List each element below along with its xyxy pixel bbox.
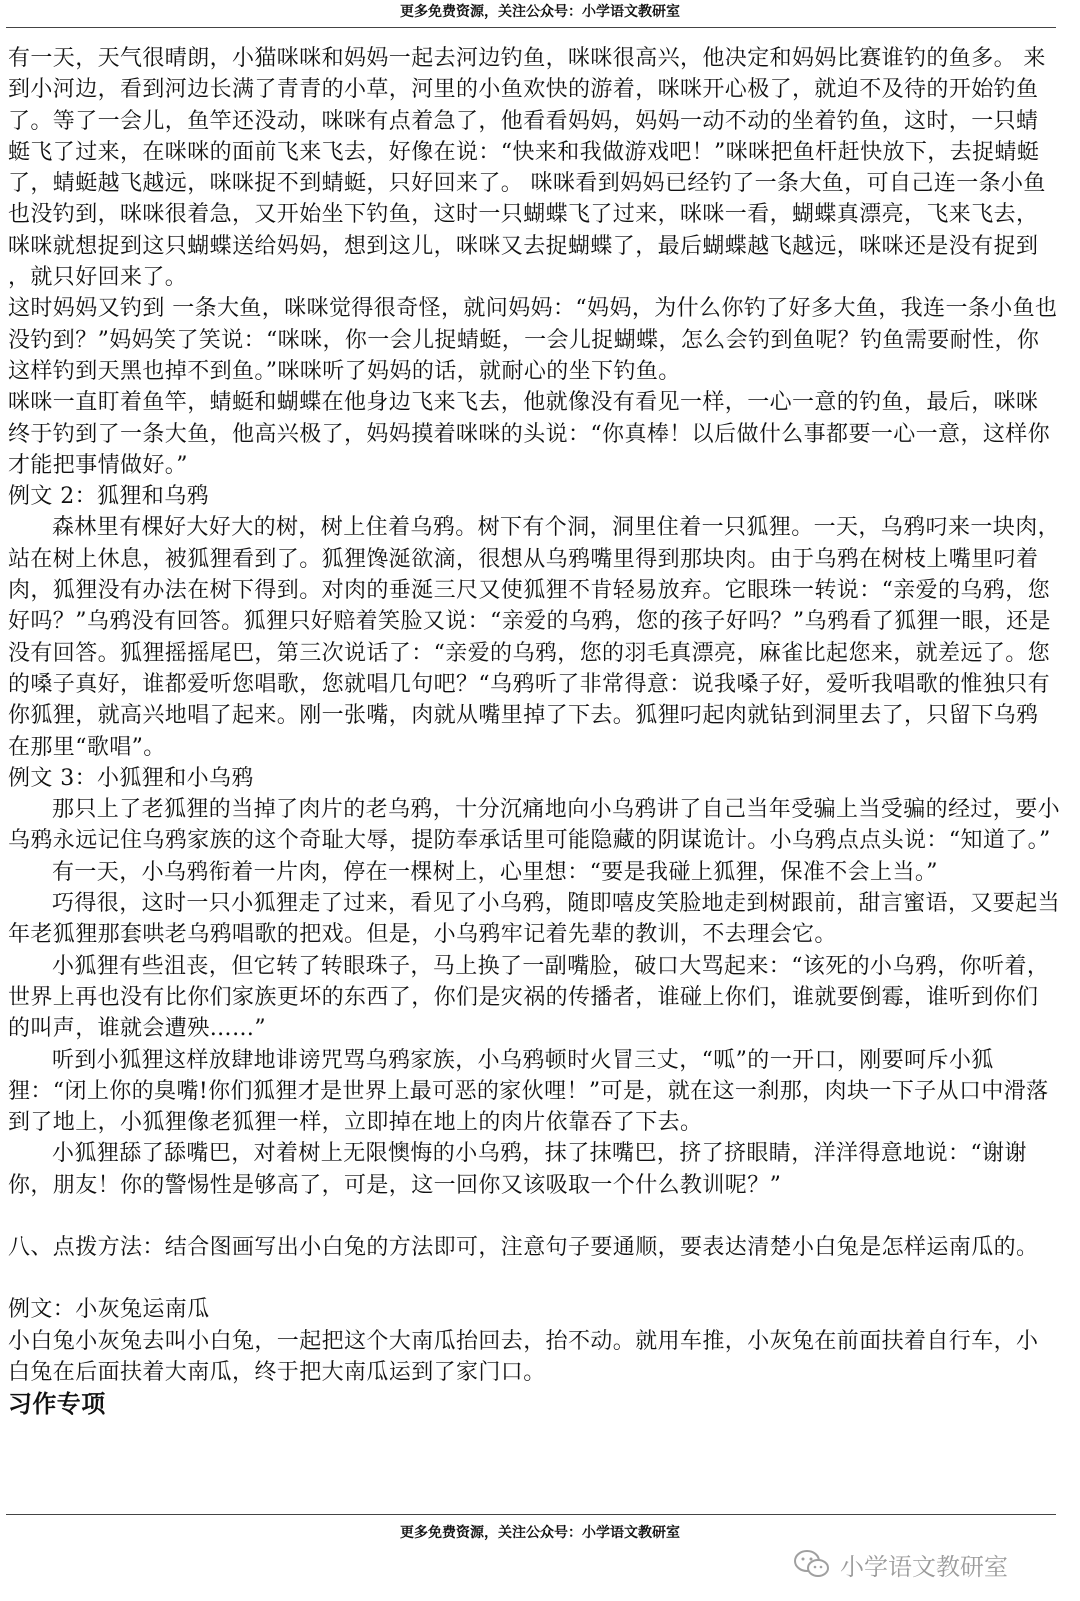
- story-paragraph-1: 有一天，天气很晴朗，小猫咪咪和妈妈一起去河边钓鱼，咪咪很高兴，他决定和妈妈比赛谁钓的鱼多。 来到小河边，看到河边长满了青青的小草，河里的小鱼欢快的游着，咪咪开心极了，就迫不及待的开始钓鱼了。等了一会儿，鱼竿还没动，咪咪有点着急了，他看看妈妈，妈妈一动不动的坐着钓鱼，这时，一只蜻蜓飞了过来，在咪咪的面前飞来飞去，好像在说：“快来和我做游戏吧！”咪咪把鱼杆赶快放下，去捉蜻蜓了，蜻蜓越飞越远，咪咪捉不到蜻蜓，只好回来了。 咪咪看到妈妈已经钓了一条大鱼，可自己连一条小鱼也没钓到，咪咪很着急，又开始坐下钓鱼，这时一只蝴蝶飞了过来，咪咪一看，蝴蝶真漂亮，飞来飞去，咪咪就想捉到这只蝴蝶送给妈妈，想到这儿，咪咪又去捉蝴蝶了，最后蝴蝶越飞越远，咪咪还是没有捉到 ，就只好回来了。: [8, 46, 1046, 291]
- example-4-title: 例文：小灰兔运南瓜: [8, 1297, 210, 1323]
- watermark-text: 小学语文教研室: [840, 1552, 1008, 1581]
- wechat-icon: [792, 1548, 832, 1580]
- section-8-instruction: 八、点拨方法：结合图画写出小白兔的方法即可，注意句子要通顺，要表达清楚小白兔是怎样运南瓜的。: [8, 1234, 1039, 1260]
- example-2-title: 例文 2：狐狸和乌鸦: [8, 484, 209, 510]
- example-3-paragraph-5: 听到小狐狸这样放肆地诽谤咒骂乌鸦家族，小乌鸦顿时火冒三丈，“呱”的一开口，刚要呵斥小狐狸：“闭上你的臭嘴!你们狐狸才是世界上最可恶的家伙哩！”可是，就在这一刹那，肉块一下子从口中滑落到了地上，小狐狸像老狐狸一样，立即掉在地上的肉片依靠吞了下去。: [8, 1047, 1049, 1136]
- watermark: [792, 1542, 1008, 1586]
- example-3-paragraph-2: 有一天，小乌鸦衔着一片肉，停在一棵树上，心里想：“要是我碰上狐狸，保准不会上当。”: [52, 859, 938, 885]
- example-4-paragraph: 小白兔小灰兔去叫小白兔，一起把这个大南瓜抬回去，抬不动。就用车推，小灰兔在前面扶着自行车，小白兔在后面扶着大南瓜，终于把大南瓜运到了家门口。: [8, 1328, 1039, 1385]
- example-2-paragraph: 森林里有棵好大好大的树，树上住着乌鸦。树下有个洞，洞里住着一只狐狸。一天，乌鸦叼来一块肉，站在树上休息，被狐狸看到了。狐狸馋涎欲滴，很想从乌鸦嘴里得到那块肉。由于乌鸦在树枝上嘴里叼着肉，狐狸没有办法在树下得到。对肉的垂涎三尺又使狐狸不肯轻易放弃。它眼珠一转说：“亲爱的乌鸦，您好吗？”乌鸦没有回答。狐狸只好赔着笑脸又说：“亲爱的乌鸦，您的孩子好吗？”乌鸦看了狐狸一眼，还是没有回答。狐狸摇摇尾巴，第三次说话了：“亲爱的乌鸦，您的羽毛真漂亮，麻雀比起您来，就差远了。您的嗓子真好，谁都爱听您唱歌，您就唱几句吧？“乌鸦听了非常得意：说我嗓子好，爱听我唱歌的惟独只有你狐狸，就高兴地唱了起来。刚一张嘴，肉就从嘴里掉了下去。狐狸叼起肉就钻到洞里去了，只留下乌鸦在那里“歌唱”。: [8, 515, 1061, 760]
- spacer: [8, 1263, 1060, 1294]
- story-paragraph-2: 这时妈妈又钓到 一条大鱼，咪咪觉得很奇怪，就问妈妈：“妈妈，为什么你钓了好多大鱼，我连一条小鱼也没钓到？”妈妈笑了笑说：“咪咪，你一会儿捉蜻蜓，一会儿捉蝴蝶，怎么会钓到鱼呢？钓鱼需要耐性，你这样钓到天黑也掉不到鱼。”咪咪听了妈妈的话，就耐心的坐下钓鱼。: [8, 296, 1058, 384]
- example-3-paragraph-1: 那只上了老狐狸的当掉了肉片的老乌鸦，十分沉痛地向小乌鸦讲了自己当年受骗上当受骗的经过，要小乌鸦永远记住乌鸦家族的这个奇耻大辱，提防奉承话里可能隐藏的阴谋诡计。小乌鸦点点头说：“知道了。”: [8, 797, 1061, 854]
- page-footer: 更多免费资源，关注公众号：小学语文教研室: [400, 1525, 680, 1541]
- header-divider: [6, 27, 1056, 28]
- example-3-title: 例文 3：小狐狸和小乌鸦: [8, 765, 254, 791]
- example-3-paragraph-6: 小狐狸舔了舔嘴巴，对着树上无限懊悔的小乌鸦，抹了抹嘴巴，挤了挤眼睛，洋洋得意地说：“谢谢你，朋友！你的警惕性是够高了，可是，这一回你又该吸取一个什么教训呢？”: [8, 1141, 1027, 1198]
- section-heading: 习作专项: [8, 1390, 106, 1419]
- footer-divider: [6, 1514, 1056, 1515]
- spacer: [8, 1201, 1060, 1232]
- page-header: 更多免费资源，关注公众号：小学语文教研室: [400, 4, 680, 20]
- document-body: [8, 43, 1060, 1420]
- example-3-paragraph-3: 巧得很，这时一只小狐狸走了过来，看见了小乌鸦，随即嘻皮笑脸地走到树跟前，甜言蜜语，又要起当年老狐狸那套哄老乌鸦唱歌的把戏。但是，小乌鸦牢记着先辈的教训，不去理会它。: [8, 891, 1061, 948]
- example-3-paragraph-4: 小狐狸有些沮丧，但它转了转眼珠子，马上换了一副嘴脸，破口大骂起来：“该死的小乌鸦，你听着，世界上再也没有比你们家族更坏的东西了，你们是灾祸的传播者，谁碰上你们，谁就要倒霉，谁听到你们的叫声，谁就会遭殃……”: [8, 953, 1050, 1042]
- story-paragraph-3: 咪咪一直盯着鱼竿，蜻蜓和蝴蝶在他身边飞来飞去，他就像没有看见一样，一心一意的钓鱼，最后，咪咪终于钓到了一条大鱼，他高兴极了，妈妈摸着咪咪的头说：“你真棒！以后做什么事都要一心一意，这样你才能把事情做好。”: [8, 390, 1051, 478]
